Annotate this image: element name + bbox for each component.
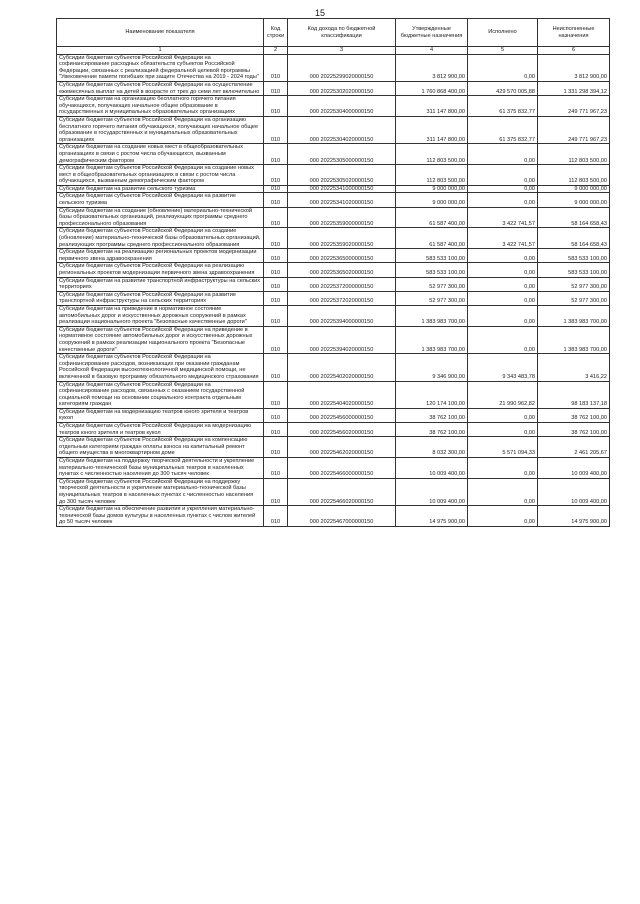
row-unexecuted: 52 977 300,00 xyxy=(538,277,610,291)
table-body xyxy=(57,54,610,526)
row-unexecuted: 3 812 900,00 xyxy=(538,54,610,81)
table-row xyxy=(57,54,610,81)
row-name: Субсидии бюджетам субъектов Российской Федерации на создание (обновление) материально-технической базы образовательных организаций, реализующих программы среднего профессионального образования xyxy=(57,228,264,249)
row-approved: 61 587 400,00 xyxy=(396,228,468,249)
row-unexecuted: 58 164 658,43 xyxy=(538,207,610,228)
row-executed: 9 343 483,78 xyxy=(468,354,538,381)
row-approved: 38 762 100,00 xyxy=(396,408,468,422)
col-header-kbk: Код дохода по бюджетной классификации xyxy=(288,19,396,47)
row-code: 010 xyxy=(264,506,288,527)
row-approved: 1 760 868 400,00 xyxy=(396,81,468,95)
row-executed: 0,00 xyxy=(468,326,538,353)
row-name: Субсидии бюджетам на обеспечение развития и укрепления материально-технической базы домов культуры в населенных пунктах с числом жителей до 50 тысяч человек xyxy=(57,506,264,527)
table-row xyxy=(57,381,610,408)
row-approved: 9 000 000,00 xyxy=(396,193,468,207)
table-row xyxy=(57,263,610,277)
row-code: 010 xyxy=(264,81,288,95)
row-name: Субсидии бюджетам на реализацию региональных проектов модернизации первичного звена здравоохранения xyxy=(57,249,264,263)
row-name: Субсидии бюджетам субъектов Российской Федерации на софинансирование расходов, возникающих при оказании гражданам Российской Федерации высокотехнологичной медицинской помощи, не включенной в базовую программу обязательного медицинского страхования xyxy=(57,354,264,381)
row-unexecuted: 249 771 967,23 xyxy=(538,96,610,117)
row-unexecuted: 98 183 137,18 xyxy=(538,381,610,408)
row-unexecuted: 1 383 983 700,00 xyxy=(538,305,610,326)
row-kbk: 000 20225402020000150 xyxy=(288,354,396,381)
row-executed: 0,00 xyxy=(468,277,538,291)
row-code: 010 xyxy=(264,249,288,263)
row-kbk: 000 20225305020000150 xyxy=(288,165,396,186)
row-kbk: 000 20225467000000150 xyxy=(288,506,396,527)
row-unexecuted: 9 000 000,00 xyxy=(538,185,610,193)
row-unexecuted: 112 803 500,00 xyxy=(538,165,610,186)
row-approved: 311 147 800,00 xyxy=(396,116,468,143)
col-header-name: Наименование показателя xyxy=(57,19,264,47)
col-number: 5 xyxy=(468,47,538,55)
row-code: 010 xyxy=(264,116,288,143)
row-code: 010 xyxy=(264,277,288,291)
row-executed: 0,00 xyxy=(468,291,538,305)
table-row xyxy=(57,291,610,305)
row-name: Субсидии бюджетам субъектов Российской Федерации на софинансирование расходов, связанных с оказанием государственной социальной помощи на основании социального контракта отдельным категориям граждан xyxy=(57,381,264,408)
row-name: Субсидии бюджетам на развитие сельского туризма xyxy=(57,185,264,193)
row-kbk: 000 20225394020000150 xyxy=(288,326,396,353)
row-approved: 9 346 900,00 xyxy=(396,354,468,381)
row-code: 010 xyxy=(264,207,288,228)
table-row xyxy=(57,423,610,437)
table-row xyxy=(57,228,610,249)
row-unexecuted: 38 762 100,00 xyxy=(538,423,610,437)
row-kbk: 000 20225365000000150 xyxy=(288,249,396,263)
row-name: Субсидии бюджетам на модернизацию театров юного зрителя и театров кукол xyxy=(57,408,264,422)
row-code: 010 xyxy=(264,458,288,479)
row-code: 010 xyxy=(264,326,288,353)
row-executed: 0,00 xyxy=(468,423,538,437)
row-code: 010 xyxy=(264,144,288,165)
table-row xyxy=(57,458,610,479)
row-code: 010 xyxy=(264,423,288,437)
row-code: 010 xyxy=(264,437,288,458)
page-number: 15 xyxy=(314,8,325,18)
row-name: Субсидии бюджетам на создание новых мест в общеобразовательных организациях в связи с ростом числа обучающихся, вызванным демографическим фактором xyxy=(57,144,264,165)
row-executed: 3 422 741,57 xyxy=(468,228,538,249)
row-kbk: 000 20225302020000150 xyxy=(288,81,396,95)
row-approved: 1 383 983 700,00 xyxy=(396,326,468,353)
row-approved: 38 762 100,00 xyxy=(396,423,468,437)
row-kbk: 000 20225365020000150 xyxy=(288,263,396,277)
row-approved: 52 977 300,00 xyxy=(396,277,468,291)
row-unexecuted: 2 461 205,67 xyxy=(538,437,610,458)
table-row xyxy=(57,193,610,207)
row-name: Субсидии бюджетам на поддержку творческой деятельности и укрепление материально-технической базы муниципальных театров в населенных пунктах с численностью населения до 300 тысяч человек xyxy=(57,458,264,479)
row-unexecuted: 38 762 100,00 xyxy=(538,408,610,422)
row-executed: 0,00 xyxy=(468,165,538,186)
table-row xyxy=(57,506,610,527)
table-row xyxy=(57,116,610,143)
table-row xyxy=(57,437,610,458)
row-unexecuted: 58 164 658,43 xyxy=(538,228,610,249)
row-unexecuted: 1 331 298 394,12 xyxy=(538,81,610,95)
row-kbk: 000 20225341020000150 xyxy=(288,193,396,207)
table-row xyxy=(57,185,610,193)
row-kbk: 000 20225304000000150 xyxy=(288,96,396,117)
row-approved: 112 803 500,00 xyxy=(396,144,468,165)
row-approved: 8 032 300,00 xyxy=(396,437,468,458)
row-name: Субсидии бюджетам на создание (обновление) материально-технической базы образовательных организаций, реализующих программы среднего профессионального образования xyxy=(57,207,264,228)
row-executed: 3 422 741,57 xyxy=(468,207,538,228)
row-kbk: 000 20225462020000150 xyxy=(288,437,396,458)
table-row xyxy=(57,277,610,291)
table-row xyxy=(57,207,610,228)
row-approved: 583 533 100,00 xyxy=(396,263,468,277)
row-unexecuted: 52 977 300,00 xyxy=(538,291,610,305)
col-header-executed: Исполнено xyxy=(468,19,538,47)
row-kbk: 000 20225456000000150 xyxy=(288,408,396,422)
row-code: 010 xyxy=(264,408,288,422)
row-kbk: 000 20225305000000150 xyxy=(288,144,396,165)
row-kbk: 000 20225304020000150 xyxy=(288,116,396,143)
row-kbk: 000 20225359020000150 xyxy=(288,228,396,249)
row-executed: 0,00 xyxy=(468,506,538,527)
row-approved: 3 812 900,00 xyxy=(396,54,468,81)
row-executed: 0,00 xyxy=(468,249,538,263)
row-executed: 429 570 005,88 xyxy=(468,81,538,95)
col-header-unexecuted: Неисполненные назначения xyxy=(538,19,610,47)
row-code: 010 xyxy=(264,165,288,186)
row-approved: 10 009 400,00 xyxy=(396,458,468,479)
row-approved: 112 803 500,00 xyxy=(396,165,468,186)
row-approved: 61 587 400,00 xyxy=(396,207,468,228)
row-name: Субсидии бюджетам на приведение в нормативное состояние автомобильных дорог и искусственных дорожных сооружений в рамках реализации национального проекта "Безопасные качественные дороги" xyxy=(57,305,264,326)
row-kbk: 000 20225372020000150 xyxy=(288,291,396,305)
row-code: 010 xyxy=(264,381,288,408)
col-header-approved: Утвержденные бюджетные назначения xyxy=(396,19,468,47)
col-number: 1 xyxy=(57,47,264,55)
row-name: Субсидии бюджетам субъектов Российской Федерации на компенсацию отдельным категориям граждан оплаты взноса на капитальный ремонт общего имущества в многоквартирном доме xyxy=(57,437,264,458)
col-header-code: Код строки xyxy=(264,19,288,47)
row-approved: 583 533 100,00 xyxy=(396,249,468,263)
table-header-row xyxy=(57,19,610,47)
row-name: Субсидии бюджетам субъектов Российской Федерации на реализацию региональных проектов модернизации первичного звена здравоохранения xyxy=(57,263,264,277)
table-row xyxy=(57,326,610,353)
row-executed: 21 990 962,82 xyxy=(468,381,538,408)
row-executed: 0,00 xyxy=(468,144,538,165)
row-code: 010 xyxy=(264,478,288,505)
row-name: Субсидии бюджетам субъектов Российской Федерации на развитие транспортной инфраструктуры на сельских территориях xyxy=(57,291,264,305)
row-kbk: 000 20225466000000150 xyxy=(288,458,396,479)
row-code: 010 xyxy=(264,354,288,381)
row-approved: 1 383 983 700,00 xyxy=(396,305,468,326)
table-row xyxy=(57,249,610,263)
row-name: Субсидии бюджетам на развитие транспортной инфраструктуры на сельских территориях xyxy=(57,277,264,291)
col-number: 4 xyxy=(396,47,468,55)
row-executed: 0,00 xyxy=(468,263,538,277)
row-kbk: 000 20225299020000150 xyxy=(288,54,396,81)
row-kbk: 000 20225372000000150 xyxy=(288,277,396,291)
col-number: 2 xyxy=(264,47,288,55)
row-unexecuted: 14 975 900,00 xyxy=(538,506,610,527)
row-name: Субсидии бюджетам субъектов Российской Федерации на модернизацию театров юного зрителя и театров кукол xyxy=(57,423,264,437)
row-unexecuted: 583 533 100,00 xyxy=(538,263,610,277)
row-kbk: 000 20225359000000150 xyxy=(288,207,396,228)
row-executed: 5 571 094,33 xyxy=(468,437,538,458)
row-code: 010 xyxy=(264,291,288,305)
budget-revenue-table xyxy=(56,18,610,527)
row-executed: 61 375 832,77 xyxy=(468,96,538,117)
row-kbk: 000 20225456020000150 xyxy=(288,423,396,437)
row-name: Субсидии бюджетам субъектов Российской Федерации на поддержку творческой деятельности и укрепление материально-технической базы муниципальных театров в населенных пунктах с численностью населения до 300 тысяч человек xyxy=(57,478,264,505)
row-code: 010 xyxy=(264,228,288,249)
row-approved: 9 000 000,00 xyxy=(396,185,468,193)
col-number: 3 xyxy=(288,47,396,55)
row-name: Субсидии бюджетам субъектов Российской Федерации на организацию бесплатного горячего питания обучающихся, получающих начальное общее образование в государственных и муниципальных образовательных организациях xyxy=(57,116,264,143)
row-approved: 10 009 400,00 xyxy=(396,478,468,505)
col-number: 6 xyxy=(538,47,610,55)
column-number-row xyxy=(57,47,610,55)
table-row xyxy=(57,165,610,186)
table-row xyxy=(57,354,610,381)
row-code: 010 xyxy=(264,305,288,326)
row-executed: 0,00 xyxy=(468,458,538,479)
row-kbk: 000 20225404020000150 xyxy=(288,381,396,408)
row-name: Субсидии бюджетам субъектов Российской Федерации на осуществление ежемесячных выплат на детей в возрасте от трех до семи лет включительно xyxy=(57,81,264,95)
row-code: 010 xyxy=(264,96,288,117)
row-unexecuted: 1 383 983 700,00 xyxy=(538,326,610,353)
row-code: 010 xyxy=(264,54,288,81)
row-code: 010 xyxy=(264,185,288,193)
table-row xyxy=(57,144,610,165)
row-approved: 311 147 800,00 xyxy=(396,96,468,117)
row-executed: 61 375 832,77 xyxy=(468,116,538,143)
row-approved: 120 174 100,00 xyxy=(396,381,468,408)
row-approved: 14 975 900,00 xyxy=(396,506,468,527)
row-unexecuted: 583 533 100,00 xyxy=(538,249,610,263)
row-executed: 0,00 xyxy=(468,193,538,207)
row-name: Субсидии бюджетам на организацию бесплатного горячего питания обучающихся, получающих начальное общее образование в государственных и муниципальных образовательных организациях xyxy=(57,96,264,117)
row-kbk: 000 20225341000000150 xyxy=(288,185,396,193)
row-kbk: 000 20225394000000150 xyxy=(288,305,396,326)
row-kbk: 000 20225466020000150 xyxy=(288,478,396,505)
row-executed: 0,00 xyxy=(468,408,538,422)
table-row xyxy=(57,408,610,422)
row-name: Субсидии бюджетам субъектов Российской Федерации на развитие сельского туризма xyxy=(57,193,264,207)
row-executed: 0,00 xyxy=(468,478,538,505)
row-unexecuted: 10 009 400,00 xyxy=(538,458,610,479)
row-approved: 52 977 300,00 xyxy=(396,291,468,305)
row-unexecuted: 3 416,22 xyxy=(538,354,610,381)
row-code: 010 xyxy=(264,263,288,277)
table-row xyxy=(57,81,610,95)
row-executed: 0,00 xyxy=(468,305,538,326)
row-executed: 0,00 xyxy=(468,185,538,193)
row-unexecuted: 112 803 500,00 xyxy=(538,144,610,165)
row-unexecuted: 9 000 000,00 xyxy=(538,193,610,207)
row-executed: 0,00 xyxy=(468,54,538,81)
row-code: 010 xyxy=(264,193,288,207)
row-unexecuted: 249 771 967,23 xyxy=(538,116,610,143)
table-row xyxy=(57,305,610,326)
row-name: Субсидии бюджетам субъектов Российской Федерации на приведение в нормативное состояние автомобильных дорог и искусственных дорожных сооружений в рамках реализации национального проекта "Безопасные качественные дороги" xyxy=(57,326,264,353)
row-name: Субсидии бюджетам субъектов Российской Федерации на создание новых мест в общеобразовательных организациях в связи с ростом числа обучающихся, вызванным демографическим фактором xyxy=(57,165,264,186)
table-row xyxy=(57,96,610,117)
row-name: Субсидии бюджетам субъектов Российской Федерации на софинансирование расходных обязательств субъектов Российской Федерации, связанных с реализацией федеральной целевой программы "Увековечение памяти погибших при защите Отечества на 2019 - 2024 годы" xyxy=(57,54,264,81)
row-unexecuted: 10 009 400,00 xyxy=(538,478,610,505)
table-row xyxy=(57,478,610,505)
